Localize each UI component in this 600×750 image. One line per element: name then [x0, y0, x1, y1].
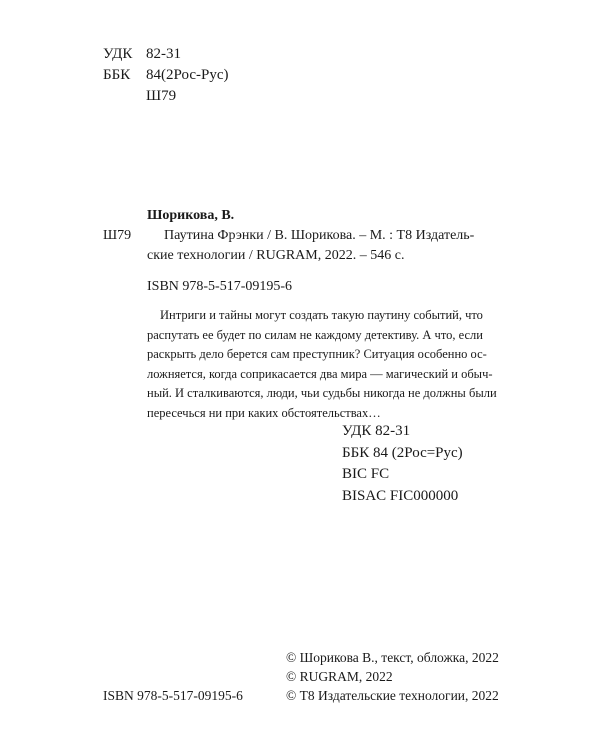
author-mark-top: Ш79 [146, 88, 177, 104]
udk-line [103, 44, 229, 65]
bisac-code: BISAC FIC000000 [342, 487, 459, 504]
annotation-line: ложняется, когда соприкасается два мира — магический и обыч- [147, 366, 493, 381]
record-isbn: ISBN 978-5-517-09195-6 [147, 279, 293, 294]
udk-code: УДК 82-31 [342, 423, 411, 439]
bbk-value: 84(2Рос-Рус) [146, 67, 229, 83]
bbk-code: ББК 84 (2Рос=Рус) [342, 444, 463, 461]
copyright-rugram: © RUGRAM, 2022 [286, 669, 393, 684]
bottom-classification [342, 421, 463, 507]
bbk-label: ББК [103, 67, 131, 83]
annotation-line: распутать ее будет по силам не каждому детективу. А что, если [147, 327, 483, 342]
annotation-line: раскрыть дело берется сам преступник? Ситуация особенно ос- [147, 347, 487, 362]
footer-isbn: ISBN 978-5-517-09195-6 [103, 688, 243, 703]
copyright-t8: © Т8 Издательские технологии, 2022 [286, 688, 499, 703]
author-heading: Шорикова, В. [147, 208, 235, 223]
annotation-line: Интриги и тайны могут создать такую паутину событий, что [160, 308, 483, 322]
description-line-2: ские технологии / RUGRAM, 2022. – 546 с. [147, 248, 405, 263]
annotation [147, 306, 530, 424]
udk-label: УДК [103, 46, 133, 62]
description-line-1: Паутина Фрэнки / В. Шорикова. – М. : Т8 Издатель- [164, 228, 475, 243]
author-mark-line [103, 86, 229, 107]
copyright-author: © Шорикова В., текст, обложка, 2022 [286, 650, 499, 665]
annotation-line: пересечься ни при каких обстоятельствах… [147, 405, 381, 420]
copyright-block [286, 648, 499, 705]
author-mark: Ш79 [103, 228, 132, 243]
bic-code: BIC FC [342, 466, 390, 482]
annotation-line: ный. И сталкиваются, люди, чьи судьбы никогда не должны были [147, 386, 497, 401]
udk-value: 82-31 [146, 46, 181, 62]
top-classification [103, 44, 229, 107]
bbk-line [103, 65, 229, 86]
